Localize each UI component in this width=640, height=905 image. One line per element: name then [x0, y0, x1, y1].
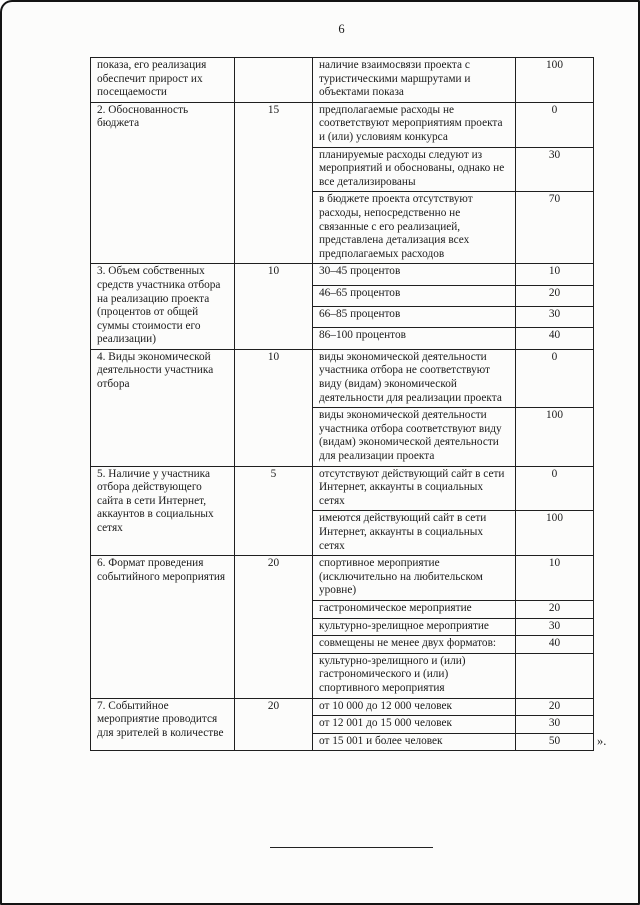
option-cell: в бюджете проекта отсутствуют расходы, непосредственно не связанные с его реализацией, представлена детализация всех предполагаемых расходов — [313, 192, 516, 264]
weight-cell: 20 — [235, 556, 313, 698]
score-cell: 30 — [516, 147, 594, 192]
option-cell: наличие взаимосвязи проекта с туристическими маршрутами и объектами показа — [313, 58, 516, 103]
option-cell: 86–100 процентов — [313, 328, 516, 349]
option-cell: культурно-зрелищное мероприятие — [313, 618, 516, 636]
option-cell: гастрономическое мероприятие — [313, 600, 516, 618]
table-row — [91, 556, 594, 601]
page-number: 6 — [338, 22, 345, 36]
option-cell: от 15 001 и более человек — [313, 733, 516, 751]
option-cell: от 10 000 до 12 000 человек — [313, 698, 516, 716]
score-cell — [516, 653, 594, 698]
score-cell: 70 — [516, 192, 594, 264]
criterion-cell: 4. Виды экономической деятельности участника отбора — [91, 349, 235, 466]
score-cell: 50 — [516, 733, 594, 751]
score-cell: 100 — [516, 58, 594, 103]
score-cell: 30 — [516, 307, 594, 328]
option-cell: 30–45 процентов — [313, 264, 516, 285]
table-row — [91, 466, 594, 511]
weight-cell: 10 — [235, 264, 313, 350]
score-cell: 0 — [516, 466, 594, 511]
score-cell: 30 — [516, 716, 594, 734]
score-cell: 10 — [516, 264, 594, 285]
score-cell: 20 — [516, 600, 594, 618]
criterion-cell: 3. Объем собственных средств участника отбора на реализацию проекта (процентов от общей суммы стоимости его реализации) — [91, 264, 235, 350]
table-row — [91, 264, 594, 285]
weight-cell — [235, 58, 313, 103]
option-cell: совмещены не менее двух форматов: — [313, 636, 516, 654]
table-row — [91, 349, 594, 407]
option-cell: 46–65 процентов — [313, 285, 516, 306]
criterion-cell: 5. Наличие у участника отбора действующего сайта в сети Интернет, аккаунтов в социальных сетях — [91, 466, 235, 556]
criteria-table-body — [91, 58, 594, 751]
score-cell: 20 — [516, 698, 594, 716]
option-cell: от 12 001 до 15 000 человек — [313, 716, 516, 734]
criterion-cell: 6. Формат проведения событийного мероприятия — [91, 556, 235, 698]
score-cell: 100 — [516, 511, 594, 556]
score-cell: 20 — [516, 285, 594, 306]
table-row — [91, 58, 594, 103]
option-cell: планируемые расходы следуют из мероприятий и обоснованы, однако не все детализированы — [313, 147, 516, 192]
end-divider-line — [270, 847, 433, 848]
option-cell: 66–85 процентов — [313, 307, 516, 328]
score-cell: 40 — [516, 328, 594, 349]
closing-quote-mark: ». — [597, 734, 607, 748]
weight-cell: 5 — [235, 466, 313, 556]
score-cell: 0 — [516, 102, 594, 147]
score-cell: 40 — [516, 636, 594, 654]
weight-cell: 10 — [235, 349, 313, 466]
option-cell: предполагаемые расходы не соответствуют мероприятиям проекта и (или) условиям конкурса — [313, 102, 516, 147]
option-cell: отсутствуют действующий сайт в сети Интернет, аккаунты в социальных сетях — [313, 466, 516, 511]
criterion-cell: 7. Событийное мероприятие проводится для зрителей в количестве — [91, 698, 235, 751]
table-row — [91, 698, 594, 716]
criterion-cell: показа, его реализация обеспечит прирост их посещаемости — [91, 58, 235, 103]
option-cell: виды экономической деятельности участника отбора не соответствуют виду (видам) экономической деятельности для реализации проекта — [313, 349, 516, 407]
weight-cell: 15 — [235, 102, 313, 264]
option-cell: спортивное мероприятие (исключительно на любительском уровне) — [313, 556, 516, 601]
score-cell: 10 — [516, 556, 594, 601]
criteria-table — [90, 57, 594, 751]
option-cell: имеются действующий сайт в сети Интернет, аккаунты в социальных сетях — [313, 511, 516, 556]
score-cell: 0 — [516, 349, 594, 407]
score-cell: 100 — [516, 408, 594, 466]
option-cell: виды экономической деятельности участника отбора соответствуют виду (видам) экономической деятельности для реализации проекта — [313, 408, 516, 466]
weight-cell: 20 — [235, 698, 313, 751]
option-cell: культурно-зрелищного и (или) гастрономического и (или) спортивного мероприятия — [313, 653, 516, 698]
table-row — [91, 102, 594, 147]
score-cell: 30 — [516, 618, 594, 636]
criterion-cell: 2. Обоснованность бюджета — [91, 102, 235, 264]
